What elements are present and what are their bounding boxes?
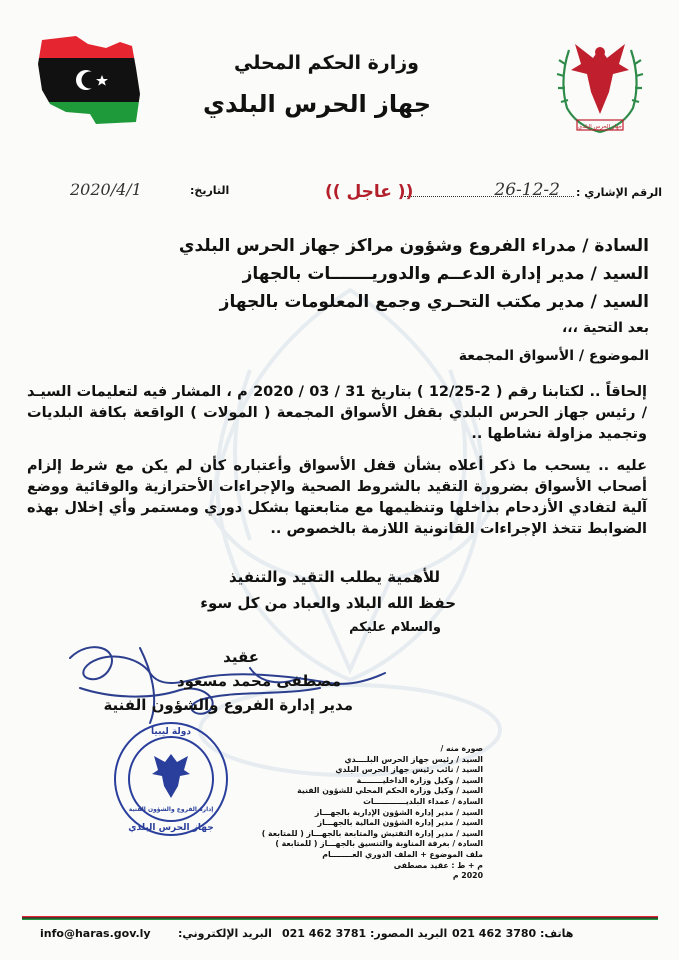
meta-row	[40, 180, 670, 210]
cc-item: السيد / رئيس جهاز الحرس البلــــدي	[344, 754, 483, 764]
footer-tricolor-line	[22, 916, 658, 920]
cc-item: السيد / وكيل وزارة الداخليــــــــة	[356, 775, 483, 785]
footer-phone: 021 462 3780	[452, 927, 537, 940]
footer-phone-label: هاتف:	[540, 927, 574, 940]
closing-line-2: حفظ الله البلاد والعباد من كل سوء	[200, 594, 456, 612]
date-value: 2020/4/1	[70, 180, 142, 199]
falcon-emblem-icon	[555, 30, 645, 140]
footer-fax-label: البريد المصور:	[370, 927, 448, 940]
footer-email[interactable]: info@haras.gov.ly	[40, 927, 151, 940]
body-paragraph-1: إلحاقاً .. لكتابنا رقم ( 2-12/25 ) بتاريخ 31 / 03 / 2020 م ، المشار فيه لتعليمات السيـد / رئيس جهاز الحرس البلدي بقفل الأسواق المجمعة ( المولات ) الواقعة بكافة البلديات وتجميد مزاولة نشاطها ..	[27, 384, 647, 442]
ministry-name: وزارة الحكم المحلي	[234, 52, 419, 74]
agency-name: جهاز الحرس البلدي	[203, 90, 431, 118]
cc-item: م + ط : عقيد مصطفى	[393, 860, 483, 870]
date-label: التاريخ:	[190, 184, 230, 197]
closing-line-3: والسلام عليكم	[349, 620, 441, 635]
cc-item: السيد / مدير إدارة الشؤون الإدارية بالجهـــاز	[314, 807, 483, 817]
body-paragraph-2: عليه .. يسحب ما ذكر أعلاه بشأن قفل الأسواق وأعتباره كأن لم يكن مع شرط إلزام أصحاب الأسواق بضرورة التقيد بالشروط الصحية والإجراءات الأحترازية والوقائية ووضع آلية لتفادي الأزدحام بداخلها وتنظيمها مع متابعتها بشكل دوري ومستمر وأي إخلال بهذه الضوابط تتخذ الإجراءات القانونية اللازمة بالخصوص ..	[27, 458, 647, 537]
footer-fax: 021 462 3781	[282, 927, 367, 940]
greeting: بعد التحية ،،،	[561, 320, 649, 336]
libya-flag-map-icon	[36, 34, 144, 126]
footer-email-label: البريد الإلكتروني:	[178, 927, 272, 940]
recipient-line: السادة / مدراء الفروع وشؤون مراكز جهاز الحرس البلدي	[178, 236, 649, 256]
cc-item: السيد / مدير إدارة الشؤون المالية بالجهـــاز	[317, 818, 483, 828]
stamp-text-top: دولة ليبيا	[151, 727, 191, 737]
cc-list	[261, 744, 483, 882]
cc-title: صورة منه /	[440, 744, 483, 753]
cc-item: ملف الموضوع + الملف الدوري العــــــــام	[322, 849, 483, 859]
cc-item: السيد / نائب رئيس جهاز الحرس البلدي	[335, 765, 483, 775]
urgent-label: (( عاجل ))	[325, 182, 414, 202]
stamp-text-middle: إدارة الفروع والشؤون الفنية	[128, 806, 214, 813]
subject-line: الموضوع / الأسواق المجمعة	[458, 348, 649, 364]
recipient-line: السيد / مدير إدارة الدعــم والدوريـــــــات بالجهاز	[242, 264, 649, 284]
cc-item: السيد / مدير إدارة التفتيش والمتابعة بالجهـــاز ( للمتابعة )	[261, 828, 483, 838]
reference-number: 26-12-2	[494, 180, 560, 200]
closing-line-1: للأهمية يطلب التقيد والتنفيذ	[228, 568, 440, 586]
signatory-title: مدير إدارة الفروع والشؤون الفنية	[103, 696, 353, 714]
reference-label: الرقم الإشاري :	[576, 186, 662, 199]
cc-item: السادة / عمداء البلديــــــــــــات	[363, 796, 483, 806]
recipient-line: السيد / مدير مكتب التحـري وجمع المعلومات بالجهاز	[219, 292, 649, 312]
cc-item: السيد / وكيل وزارة الحكم المحلي للشؤون الفنية	[297, 786, 483, 796]
signatory-rank: عقيد	[223, 648, 259, 666]
signatory-name: مصطفى محمد مسعود	[176, 672, 341, 690]
emblem-caption: جهاز الحرس البلدي	[577, 124, 623, 130]
stamp-text-bottom: جهاز الحرس البلدي	[128, 823, 214, 833]
cc-item: السادة / بغرفة المناوبة والتنسيق بالجهـــاز ( للمتابعة )	[275, 839, 483, 849]
official-stamp-icon	[112, 720, 230, 838]
cc-item: 2020 م	[452, 871, 483, 881]
